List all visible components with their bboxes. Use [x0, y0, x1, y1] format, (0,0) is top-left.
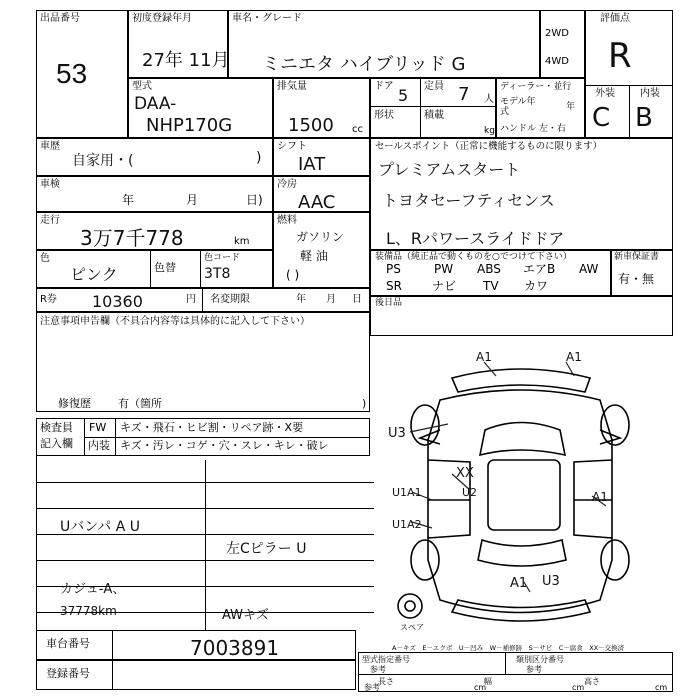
- chassis-value: 7003891: [190, 636, 280, 660]
- sales-point-line-3: L、Rパワースライドドア: [386, 229, 565, 248]
- model-year-label: モデル年式: [500, 97, 536, 117]
- footer-cm-3: cm: [655, 683, 668, 692]
- model-label: 型式: [132, 81, 152, 92]
- color-change-label: 色替: [154, 261, 176, 274]
- equip-kawa: カワ: [524, 279, 549, 293]
- notes-label: 注意事項申告欄（不具合内容等は具体的に記入して下さい）: [40, 316, 310, 327]
- color-value: ピンク: [70, 265, 118, 284]
- recycle-unit: 円: [186, 294, 196, 305]
- inspection-label: 車検: [40, 179, 60, 190]
- diag-label-6: A1: [592, 490, 608, 504]
- equip-ps: PS: [386, 262, 401, 276]
- equip-navi: ナビ: [432, 279, 457, 293]
- lot-number: 53: [56, 58, 88, 89]
- inspector-int: 内装: [88, 439, 110, 452]
- equip-airbag: エアB: [523, 262, 556, 276]
- name-change-month: 月: [326, 294, 336, 305]
- rating-label: 評価点: [600, 13, 630, 24]
- equipment-label: 装備品（純正品で動くものを○でつけて下さい）: [375, 252, 572, 262]
- shift-value: IAT: [298, 154, 326, 175]
- equip-sr: SR: [386, 279, 402, 293]
- mileage-label: 走行: [40, 215, 60, 226]
- exterior-grade: C: [592, 103, 611, 133]
- mileage-unit: km: [234, 236, 250, 247]
- diag-label-4: XX: [456, 466, 474, 481]
- sales-point-line-1: プレミアムスタート: [378, 160, 521, 179]
- doors-label: ドア: [374, 81, 394, 92]
- name-change-day: 日: [352, 294, 362, 305]
- model-value-2: NHP170G: [146, 115, 233, 136]
- capacity-label: 定員: [424, 81, 444, 92]
- inspector-label-2: 記入欄: [40, 437, 73, 450]
- inspector-label-1: 検査員: [40, 421, 73, 434]
- equip-tv: TV: [483, 279, 499, 293]
- diag-label-9: A1: [510, 576, 528, 591]
- capacity-unit: 人: [484, 94, 494, 105]
- diag-label-8: U1A2: [392, 518, 422, 531]
- model-value-1: DAA-: [134, 94, 177, 114]
- inspection-day: 日): [246, 193, 263, 207]
- car-name-label: 車名・グレード: [232, 13, 302, 24]
- remark-3: カジュ-A、: [60, 582, 126, 597]
- displacement-unit: cc: [352, 124, 363, 135]
- mileage-value: 3万7千778: [80, 226, 184, 250]
- warranty-value: 有・無: [618, 272, 655, 286]
- equip-aw: AW: [579, 262, 599, 276]
- capacity-value: 7: [458, 84, 470, 105]
- history-label: 車歴: [40, 141, 60, 152]
- inspection-year: 年: [122, 193, 135, 207]
- warranty-label: 新車保証書: [614, 252, 660, 262]
- repair-close: ): [362, 397, 367, 410]
- shift-label: シフト: [277, 141, 307, 152]
- load-label: 積載: [424, 110, 444, 121]
- inspector-fw: FW: [89, 421, 107, 434]
- inspection-month: 月: [186, 193, 199, 207]
- plate-label: 登録番号: [46, 667, 90, 680]
- inspector-fw-items: キズ・飛石・ヒビ割・リペア跡・X要: [120, 421, 304, 434]
- footer-reg-label: 型式指定番号: [362, 655, 410, 664]
- remark-1: Uバンパ A U: [60, 519, 140, 535]
- sales-point-line-2: トヨタセーフティセンス: [382, 191, 555, 210]
- history-value: 自家用・(: [72, 153, 134, 169]
- equip-abs: ABS: [477, 262, 501, 276]
- remark-2: 左Cピラー U: [226, 541, 307, 557]
- first-reg-value: 27年 11月: [142, 50, 230, 71]
- fuel-label: 燃料: [277, 215, 297, 226]
- load-unit: kg: [484, 126, 495, 136]
- diag-label-5: U2: [462, 486, 478, 499]
- diag-label-10: U3: [542, 574, 560, 589]
- repair-value: 有（箇所: [118, 397, 162, 410]
- later-doc-label: 後日品: [375, 298, 403, 308]
- damage-legend: A－キズ E－エクボ U－凹み W－補修跡 S－サビ C－腐食 XX－交換済: [392, 644, 625, 652]
- fuel-diesel: 軽 油: [300, 249, 328, 263]
- footer-cm-2: cm: [572, 683, 585, 692]
- remark-5: AWキズ: [222, 608, 269, 623]
- interior-grade: B: [635, 103, 653, 133]
- interior-label: 内装: [640, 88, 660, 99]
- car-name-value: ミニエタ ハイブリッド G: [262, 54, 466, 75]
- diag-label-2: A1: [566, 350, 582, 364]
- footer-length: 長さ: [378, 677, 394, 686]
- name-change-year: 年: [296, 294, 306, 305]
- exterior-label: 外装: [595, 88, 615, 99]
- chassis-label: 車台番号: [46, 637, 90, 650]
- name-change-label: 名変期限: [210, 294, 250, 305]
- recycle-label: R券: [40, 294, 57, 305]
- displacement-value: 1500: [288, 115, 334, 136]
- fuel-paren: ( ): [286, 268, 300, 282]
- aircon-label: 冷房: [277, 179, 297, 190]
- footer-ref-2: 参考: [526, 665, 542, 674]
- diag-label-7: U1A1: [392, 486, 422, 499]
- first-reg-label: 初度登録年月: [132, 13, 192, 24]
- footer-ref-label: 参考: [364, 683, 380, 692]
- footer-ref-1: 参考: [370, 665, 386, 674]
- footer-class-label: 類別区分番号: [516, 655, 564, 664]
- drive-2wd: 2WD: [545, 28, 569, 39]
- model-year-unit: 年: [566, 102, 576, 112]
- dealer-label: ディーラー・並行: [500, 82, 572, 92]
- handle-label: ハンドル 左・右: [500, 124, 566, 134]
- shape-label: 形状: [374, 110, 394, 121]
- history-close: ): [256, 150, 262, 166]
- fuel-value: ガソリン: [296, 230, 345, 244]
- diag-label-1: A1: [476, 350, 492, 364]
- aircon-value: AAC: [298, 192, 336, 213]
- diag-label-3: U3: [388, 426, 406, 441]
- footer-width: 幅: [484, 677, 492, 686]
- sales-point-label: セールスポイント（正常に機能するものに限ります）: [375, 141, 603, 152]
- doors-value: 5: [398, 86, 409, 105]
- lot-label: 出品番号: [40, 13, 80, 24]
- color-code-label: 色コード: [204, 253, 241, 263]
- drive-4wd: 4WD: [545, 56, 569, 67]
- color-code-value: 3T8: [204, 266, 231, 282]
- repair-label: 修復歴: [58, 397, 91, 410]
- footer-height: 高さ: [584, 677, 600, 686]
- footer-cm-1: cm: [474, 683, 487, 692]
- displacement-label: 排気量: [277, 81, 307, 92]
- spare-label: スペア: [400, 623, 424, 632]
- color-label: 色: [40, 253, 50, 264]
- inspector-int-items: キズ・汚レ・コゲ・穴・スレ・キレ・破レ: [120, 439, 329, 452]
- remark-4: 37778km: [60, 604, 117, 618]
- equip-pw: PW: [434, 262, 454, 276]
- recycle-value: 10360: [92, 292, 143, 311]
- rating-value: R: [608, 36, 632, 76]
